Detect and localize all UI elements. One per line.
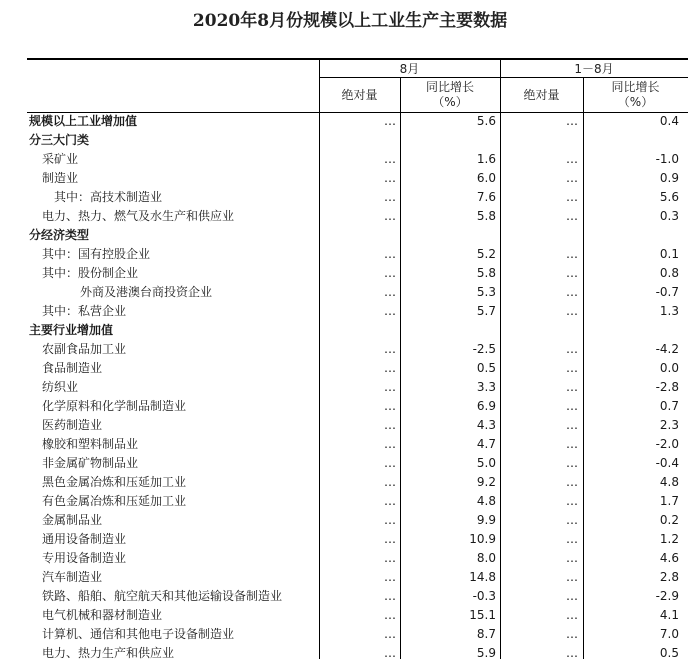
yoy-value-aug: 15.1: [469, 608, 496, 622]
table-row: [0, 302, 700, 321]
abs-value-aug: …: [384, 513, 396, 527]
yoy-value-aug: 10.9: [469, 532, 496, 546]
abs-value-ytd: …: [566, 209, 578, 223]
row-label: 食品制造业: [42, 361, 103, 375]
yoy-value-ytd: 4.8: [659, 475, 679, 489]
abs-value-aug: …: [384, 209, 396, 223]
row-label: 专用设备制造业: [42, 551, 127, 565]
table-row: [0, 169, 700, 188]
yoy-value-ytd: 0.3: [659, 209, 679, 223]
row-label: 分经济类型: [29, 228, 90, 242]
yoy-value-aug: 5.2: [476, 247, 496, 261]
row-label: 制造业: [42, 171, 79, 185]
row-label: 主要行业增加值: [29, 323, 114, 337]
table-row: [0, 283, 700, 302]
abs-value-ytd: …: [566, 608, 578, 622]
abs-value-ytd: …: [566, 589, 578, 603]
yoy-value-aug: 9.9: [476, 513, 496, 527]
table-row: [0, 226, 700, 245]
abs-value-ytd: …: [566, 418, 578, 432]
abs-value-ytd: …: [566, 152, 578, 166]
table-row: [0, 321, 700, 340]
yoy-value-aug: 9.2: [476, 475, 496, 489]
row-label: 其中：国有控股企业: [42, 247, 151, 261]
yoy-value-aug: 6.9: [476, 399, 496, 413]
abs-value-aug: …: [384, 532, 396, 546]
abs-value-aug: …: [384, 494, 396, 508]
row-label: 其中：高技术制造业: [54, 190, 163, 204]
yoy-value-ytd: 0.9: [659, 171, 679, 185]
table-top-rule: [27, 58, 688, 60]
abs-value-aug: …: [384, 646, 396, 660]
table-row: [0, 112, 700, 131]
table-row: [0, 473, 700, 492]
table-row: [0, 530, 700, 549]
header-yoy-1-line2: （%）: [432, 95, 468, 109]
yoy-value-aug: 14.8: [469, 570, 496, 584]
yoy-value-ytd: 0.8: [659, 266, 679, 280]
abs-value-aug: …: [384, 342, 396, 356]
abs-value-aug: …: [384, 437, 396, 451]
yoy-value-aug: 6.0: [476, 171, 496, 185]
abs-value-aug: …: [384, 608, 396, 622]
yoy-value-ytd: -2.0: [655, 437, 679, 451]
abs-value-aug: …: [384, 114, 396, 128]
abs-value-ytd: …: [566, 114, 578, 128]
table-row: [0, 416, 700, 435]
yoy-value-ytd: 0.4: [659, 114, 679, 128]
abs-value-ytd: …: [566, 171, 578, 185]
header-period-august: 8月: [399, 62, 420, 76]
abs-value-aug: …: [384, 247, 396, 261]
table-row: [0, 359, 700, 378]
yoy-value-ytd: 5.6: [659, 190, 679, 204]
table-row: [0, 397, 700, 416]
table-row: [0, 245, 700, 264]
yoy-value-ytd: -2.8: [655, 380, 679, 394]
yoy-value-ytd: -4.2: [655, 342, 679, 356]
row-label: 有色金属冶炼和压延加工业: [42, 494, 187, 508]
row-label: 纺织业: [42, 380, 79, 394]
row-label: 金属制品业: [42, 513, 103, 527]
row-label: 电气机械和器材制造业: [42, 608, 163, 622]
yoy-value-ytd: 0.1: [659, 247, 679, 261]
abs-value-aug: …: [384, 361, 396, 375]
row-label: 医药制造业: [42, 418, 103, 432]
yoy-value-aug: 4.7: [476, 437, 496, 451]
abs-value-ytd: …: [566, 494, 578, 508]
yoy-value-ytd: 1.2: [659, 532, 679, 546]
row-label: 黑色金属冶炼和压延加工业: [42, 475, 187, 489]
row-label: 采矿业: [42, 152, 79, 166]
yoy-value-aug: 5.6: [476, 114, 496, 128]
yoy-value-aug: 8.7: [476, 627, 496, 641]
table-row: [0, 188, 700, 207]
yoy-value-aug: 5.3: [476, 285, 496, 299]
abs-value-ytd: …: [566, 513, 578, 527]
row-label: 其中：私营企业: [42, 304, 127, 318]
abs-value-aug: …: [384, 570, 396, 584]
yoy-value-aug: -2.5: [472, 342, 496, 356]
yoy-value-ytd: 1.7: [659, 494, 679, 508]
table-row: [0, 378, 700, 397]
yoy-value-ytd: -0.4: [655, 456, 679, 470]
yoy-value-aug: -0.3: [472, 589, 496, 603]
table-row: [0, 454, 700, 473]
table-row: [0, 549, 700, 568]
abs-value-ytd: …: [566, 304, 578, 318]
abs-value-ytd: …: [566, 266, 578, 280]
row-label: 其中：股份制企业: [42, 266, 139, 280]
table-row: [0, 511, 700, 530]
table-row: [0, 492, 700, 511]
abs-value-aug: …: [384, 152, 396, 166]
row-label: 电力、热力、燃气及水生产和供应业: [42, 209, 235, 223]
row-label: 化学原料和化学制品制造业: [42, 399, 187, 413]
table-row: [0, 625, 700, 644]
header-yoy-2-line1: 同比增长: [611, 80, 660, 94]
yoy-value-aug: 1.6: [476, 152, 496, 166]
table-row: [0, 587, 700, 606]
yoy-value-ytd: 4.1: [659, 608, 679, 622]
yoy-value-aug: 3.3: [476, 380, 496, 394]
yoy-value-aug: 8.0: [476, 551, 496, 565]
abs-value-aug: …: [384, 399, 396, 413]
row-label: 计算机、通信和其他电子设备制造业: [42, 627, 235, 641]
header-abs-2: 绝对量: [523, 88, 560, 102]
yoy-value-ytd: 1.3: [659, 304, 679, 318]
yoy-value-aug: 7.6: [476, 190, 496, 204]
yoy-value-ytd: -2.9: [655, 589, 679, 603]
table-row: [0, 606, 700, 625]
row-label: 电力、热力生产和供应业: [42, 646, 175, 660]
yoy-value-aug: 0.5: [476, 361, 496, 375]
yoy-value-aug: 5.8: [476, 266, 496, 280]
abs-value-ytd: …: [566, 285, 578, 299]
yoy-value-aug: 5.8: [476, 209, 496, 223]
abs-value-aug: …: [384, 589, 396, 603]
abs-value-ytd: …: [566, 190, 578, 204]
yoy-value-ytd: 0.7: [659, 399, 679, 413]
yoy-value-aug: 5.0: [476, 456, 496, 470]
yoy-value-aug: 5.9: [476, 646, 496, 660]
row-label: 汽车制造业: [42, 570, 103, 584]
table-row: [0, 644, 700, 663]
abs-value-ytd: …: [566, 399, 578, 413]
header-abs-1: 绝对量: [341, 88, 378, 102]
abs-value-aug: …: [384, 418, 396, 432]
yoy-value-ytd: 0.2: [659, 513, 679, 527]
abs-value-aug: …: [384, 380, 396, 394]
yoy-value-ytd: 0.0: [659, 361, 679, 375]
table-row: [0, 150, 700, 169]
yoy-value-aug: 5.7: [476, 304, 496, 318]
row-label: 农副食品加工业: [42, 342, 127, 356]
abs-value-aug: …: [384, 627, 396, 641]
abs-value-aug: …: [384, 285, 396, 299]
row-label: 橡胶和塑料制品业: [42, 437, 139, 451]
header-yoy-1-line1: 同比增长: [425, 80, 474, 94]
row-label: 铁路、船舶、航空航天和其他运输设备制造业: [42, 589, 283, 603]
page-title: 2020年8月份规模以上工业生产主要数据: [192, 11, 508, 31]
abs-value-aug: …: [384, 551, 396, 565]
abs-value-ytd: …: [566, 532, 578, 546]
abs-value-ytd: …: [566, 551, 578, 565]
abs-value-ytd: …: [566, 361, 578, 375]
abs-value-ytd: …: [566, 475, 578, 489]
yoy-value-ytd: 4.6: [659, 551, 679, 565]
row-label: 规模以上工业增加值: [29, 114, 138, 128]
abs-value-ytd: …: [566, 627, 578, 641]
abs-value-aug: …: [384, 304, 396, 318]
row-label: 外商及港澳台商投资企业: [80, 285, 213, 299]
abs-value-ytd: …: [566, 380, 578, 394]
abs-value-aug: …: [384, 456, 396, 470]
abs-value-aug: …: [384, 171, 396, 185]
table-row: [0, 340, 700, 359]
yoy-value-aug: 4.8: [476, 494, 496, 508]
yoy-value-ytd: -1.0: [655, 152, 679, 166]
abs-value-ytd: …: [566, 247, 578, 261]
table-row: [0, 131, 700, 150]
abs-value-ytd: …: [566, 570, 578, 584]
abs-value-ytd: …: [566, 437, 578, 451]
abs-value-aug: …: [384, 266, 396, 280]
table-row: [0, 207, 700, 226]
yoy-value-ytd: 7.0: [659, 627, 679, 641]
yoy-value-ytd: 2.8: [659, 570, 679, 584]
yoy-value-aug: 4.3: [476, 418, 496, 432]
abs-value-ytd: …: [566, 342, 578, 356]
row-label: 通用设备制造业: [42, 532, 127, 546]
row-label: 非金属矿物制品业: [42, 456, 139, 470]
table-row: [0, 568, 700, 587]
table-row: [0, 435, 700, 454]
abs-value-aug: …: [384, 475, 396, 489]
header-yoy-2-line2: （%）: [617, 95, 654, 109]
abs-value-aug: …: [384, 190, 396, 204]
abs-value-ytd: …: [566, 456, 578, 470]
header-subrule: [319, 77, 688, 78]
table-row: [0, 264, 700, 283]
yoy-value-ytd: 0.5: [659, 646, 679, 660]
abs-value-ytd: …: [566, 646, 578, 660]
yoy-value-ytd: 2.3: [659, 418, 679, 432]
row-label: 分三大门类: [29, 133, 90, 147]
header-period-jan-aug: 1－8月: [574, 62, 614, 76]
yoy-value-ytd: -0.7: [655, 285, 679, 299]
